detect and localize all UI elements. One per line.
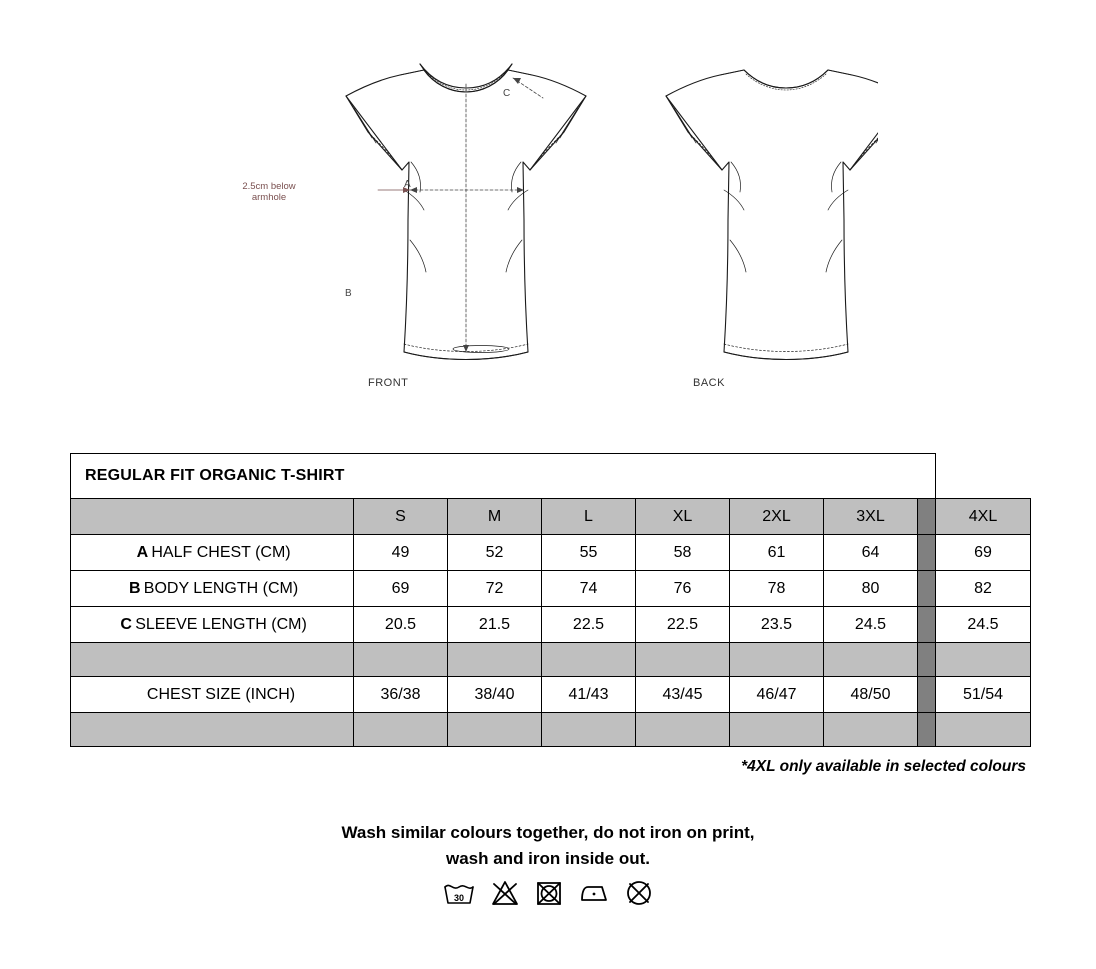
care-instructions-text (0, 820, 1096, 871)
table-title-row (71, 454, 1031, 499)
back-view-label: BACK (693, 377, 725, 389)
cell-body-length-m: 72 (448, 571, 542, 607)
armhole-annotation: 2.5cm below armhole (242, 181, 296, 203)
dimension-b-label: B (345, 288, 352, 299)
header-blank (71, 499, 354, 535)
cell-body-length-4xl: 82 (936, 571, 1031, 607)
header-size-2xl: 2XL (730, 499, 824, 535)
cell-chest-inch-4xl: 51/54 (936, 677, 1031, 713)
cell-half-chest-4xl: 69 (936, 535, 1031, 571)
cell-sleeve-length-l: 22.5 (542, 607, 636, 643)
table-title: REGULAR FIT ORGANIC T-SHIRT (71, 454, 936, 499)
cell-chest-inch-m: 38/40 (448, 677, 542, 713)
header-size-s: S (354, 499, 448, 535)
row-label-chest-size-inch (71, 677, 354, 713)
row-label-sleeve-length (71, 607, 354, 643)
garment-diagram (0, 0, 1096, 430)
back-view-shape (666, 70, 878, 360)
cell-body-length-l: 74 (542, 571, 636, 607)
spacer-cell (636, 643, 730, 677)
header-size-xl: XL (636, 499, 730, 535)
iron-low-icon (578, 878, 610, 908)
spacer-cell (542, 643, 636, 677)
header-size-l: L (542, 499, 636, 535)
cell-sleeve-length-3xl: 24.5 (824, 607, 918, 643)
column-divider (918, 643, 936, 677)
dimension-a-label: A (404, 179, 411, 190)
table-spacer-row (71, 643, 1031, 677)
cell-body-length-s: 69 (354, 571, 448, 607)
table-row (71, 677, 1031, 713)
cell-sleeve-length-xl: 22.5 (636, 607, 730, 643)
column-divider (918, 535, 936, 571)
spacer-cell (448, 643, 542, 677)
table-row (71, 535, 1031, 571)
cell-chest-inch-3xl: 48/50 (824, 677, 918, 713)
row-text-chest-size-inch: CHEST SIZE (INCH) (146, 685, 296, 703)
column-divider (918, 571, 936, 607)
table-footnote: *4XL only available in selected colours (741, 758, 1026, 775)
cell-chest-inch-2xl: 46/47 (730, 677, 824, 713)
cell-sleeve-length-4xl: 24.5 (936, 607, 1031, 643)
spacer-cell (936, 643, 1031, 677)
spacer-cell (636, 713, 730, 747)
do-not-dry-clean-icon (624, 878, 654, 908)
cell-chest-inch-s: 36/38 (354, 677, 448, 713)
spacer-cell (824, 643, 918, 677)
cell-half-chest-xl: 58 (636, 535, 730, 571)
do-not-bleach-icon (490, 878, 520, 908)
row-text-half-chest: HALF CHEST (CM) (151, 543, 291, 561)
row-text-body-length: BODY LENGTH (CM) (143, 579, 299, 597)
row-label-body-length (71, 571, 354, 607)
spacer-cell (71, 713, 354, 747)
cell-body-length-xl: 76 (636, 571, 730, 607)
header-size-m: M (448, 499, 542, 535)
cell-body-length-2xl: 78 (730, 571, 824, 607)
header-size-4xl: 4XL (936, 499, 1031, 535)
row-letter-a: A (136, 543, 149, 561)
cell-half-chest-3xl: 64 (824, 535, 918, 571)
spacer-cell (354, 643, 448, 677)
row-letter-c: C (120, 615, 132, 633)
column-divider (918, 677, 936, 713)
row-letter-b: B (129, 579, 141, 597)
table-row (71, 571, 1031, 607)
column-divider (918, 713, 936, 747)
spacer-cell (730, 713, 824, 747)
spacer-cell (730, 643, 824, 677)
do-not-tumble-dry-icon (534, 878, 564, 908)
row-text-sleeve-length: SLEEVE LENGTH (CM) (135, 615, 307, 633)
spacer-cell (448, 713, 542, 747)
cell-sleeve-length-s: 20.5 (354, 607, 448, 643)
spacer-cell (542, 713, 636, 747)
header-size-3xl: 3XL (824, 499, 918, 535)
cell-chest-inch-l: 41/43 (542, 677, 636, 713)
care-symbols (0, 878, 1096, 908)
cell-sleeve-length-m: 21.5 (448, 607, 542, 643)
wash-30-icon (442, 878, 476, 908)
tshirt-technical-drawing (228, 40, 878, 390)
wash-temperature-label: 30 (453, 893, 465, 903)
spacer-cell (824, 713, 918, 747)
column-divider (918, 607, 936, 643)
column-divider (918, 499, 936, 535)
row-label-half-chest (71, 535, 354, 571)
care-line-1: Wash similar colours together, do not iron on print, (341, 823, 755, 842)
cell-chest-inch-xl: 43/45 (636, 677, 730, 713)
spacer-cell (936, 713, 1031, 747)
cell-body-length-3xl: 80 (824, 571, 918, 607)
table-spacer-row (71, 713, 1031, 747)
front-view-label: FRONT (368, 377, 409, 389)
cell-half-chest-s: 49 (354, 535, 448, 571)
dimension-c-label: C (503, 88, 511, 99)
spacer-cell (71, 643, 354, 677)
table-header-row (71, 499, 1031, 535)
cell-half-chest-m: 52 (448, 535, 542, 571)
care-line-2: wash and iron inside out. (445, 848, 651, 868)
table-row (71, 607, 1031, 643)
size-chart-table (70, 453, 1031, 747)
cell-sleeve-length-2xl: 23.5 (730, 607, 824, 643)
spacer-cell (354, 713, 448, 747)
cell-half-chest-l: 55 (542, 535, 636, 571)
cell-half-chest-2xl: 61 (730, 535, 824, 571)
